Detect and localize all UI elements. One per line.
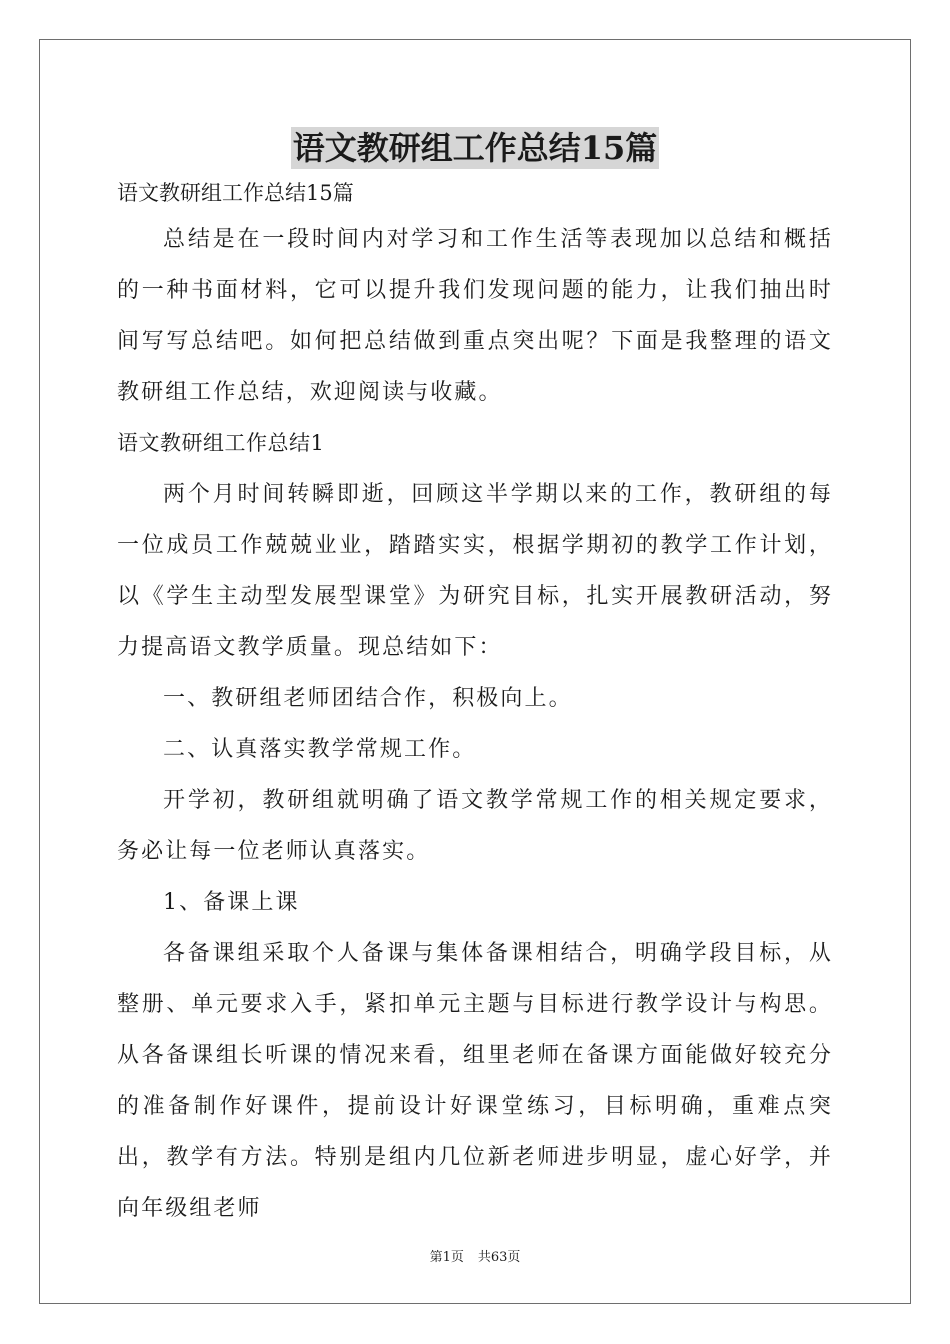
- title-container: [0, 127, 950, 169]
- page-footer: [0, 1246, 950, 1265]
- section-paragraph: 各备课组采取个人备课与集体备课相结合，明确学段目标，从整册、单元要求入手，紧扣单元主题与目标进行教学设计与构思。从各备课组长听课的情况来看，组里老师在备课方面能做好较充分的准备制作好课件，提前设计好课堂练习，目标明确，重难点突出，教学有方法。特别是组内几位新老师进步明显，虚心好学，并向年级组老师: [117, 941, 833, 1221]
- section-subheading: 1、备课上课: [163, 890, 300, 915]
- page-total: 共63页: [477, 1250, 521, 1265]
- document-subtitle: 语文教研组工作总结15篇: [117, 181, 354, 205]
- section-paragraph: 开学初，教研组就明确了语文教学常规工作的相关规定要求，务必让每一位老师认真落实。: [117, 788, 833, 864]
- document-body: [117, 178, 833, 1234]
- section-heading: 语文教研组工作总结1: [117, 431, 325, 455]
- document-title: 语文教研组工作总结15篇: [292, 129, 658, 167]
- section-item: 一、教研组老师团结合作，积极向上。: [163, 686, 573, 711]
- section-paragraph: 两个月时间转瞬即逝，回顾这半学期以来的工作，教研组的每一位成员工作兢兢业业，踏踏实实，根据学期初的教学工作计划，以《学生主动型发展型课堂》为研究目标，扎实开展教研活动，努力提高语文教学质量。现总结如下：: [117, 482, 833, 660]
- intro-paragraph: 总结是在一段时间内对学习和工作生活等表现加以总结和概括的一种书面材料，它可以提升我们发现问题的能力，让我们抽出时间写写总结吧。如何把总结做到重点突出呢？下面是我整理的语文教研组工作总结，欢迎阅读与收藏。: [117, 227, 833, 405]
- section-item: 二、认真落实教学常规工作。: [163, 737, 477, 762]
- page-number: 第1页: [429, 1250, 464, 1265]
